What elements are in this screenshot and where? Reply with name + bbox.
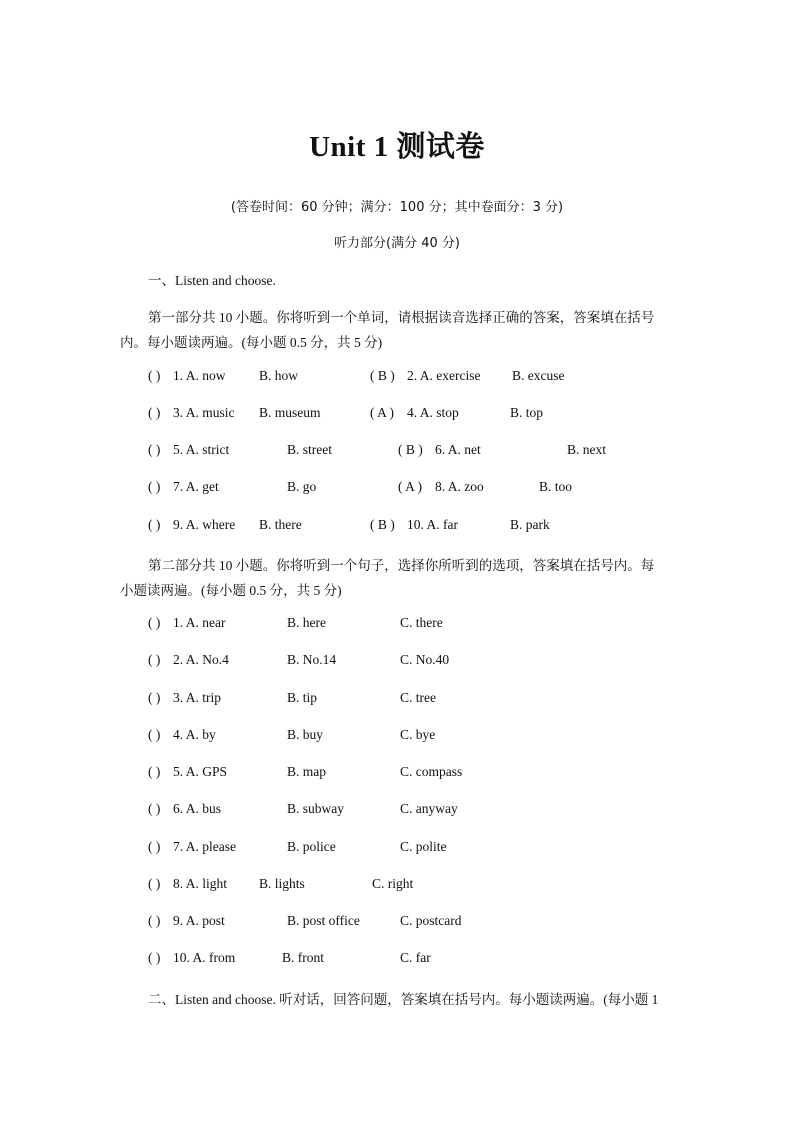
- part2-option-a: 9. A. post: [173, 913, 225, 928]
- part1-option-a: 2. A. exercise: [407, 368, 481, 383]
- part1-instruction-line1: 第一部分共 10 小题。你将听到一个单词，请根据读音选择正确的答案，答案填在括号: [148, 310, 655, 325]
- part1-option-b: B. there: [259, 517, 302, 532]
- part2-option-a: 6. A. bus: [173, 801, 222, 816]
- part1-answer-bracket: ( ): [148, 517, 161, 532]
- part2-option-a: 3. A. trip: [173, 690, 222, 705]
- part1-option-b: B. go: [287, 479, 317, 494]
- part1-option-a: 7. A. get: [173, 479, 219, 494]
- part2-option-c: C. polite: [400, 839, 447, 854]
- part2-option-b: B. subway: [287, 801, 344, 816]
- part2-answer-bracket: ( ): [148, 801, 161, 816]
- part2-answer-bracket: ( ): [148, 839, 161, 854]
- part2-answer-bracket: ( ): [148, 615, 161, 630]
- part2-option-c: C. right: [372, 876, 414, 891]
- part2-option-c: C. postcard: [400, 913, 462, 928]
- part2-answer-bracket: ( ): [148, 727, 161, 742]
- part2-option-a: 8. A. light: [173, 876, 228, 891]
- part1-option-a: 9. A. where: [173, 517, 236, 532]
- part2-option-a: 5. A. GPS: [173, 764, 228, 779]
- part2-option-c: C. No.40: [400, 652, 450, 667]
- part1-answer-bracket: ( ): [148, 405, 161, 420]
- part2-option-b: B. No.14: [287, 652, 337, 667]
- part1-instruction-line2: 内。每小题读两遍。(每小题 0.5 分，共 5 分): [120, 335, 383, 350]
- part1-option-b: B. excuse: [512, 368, 565, 383]
- part1-option-b: B. next: [567, 442, 606, 457]
- part2-option-b: B. tip: [287, 690, 318, 705]
- part2-answer-bracket: ( ): [148, 913, 161, 928]
- part1-option-a: 6. A. net: [435, 442, 481, 457]
- part1-option-b: B. top: [510, 405, 544, 420]
- part1-answer-bracket: ( ): [148, 442, 161, 457]
- part1-answer-bracket: ( ): [148, 479, 161, 494]
- part2-option-c: C. far: [400, 950, 431, 965]
- part1-answer-bracket: ( ): [148, 368, 161, 383]
- part1-answer-bracket: ( B ): [398, 442, 423, 457]
- part2-instruction-line1: 第二部分共 10 小题。你将听到一个句子，选择你所听到的选项，答案填在括号内。每: [148, 558, 655, 573]
- part1-option-b: B. park: [510, 517, 550, 532]
- part2-answer-bracket: ( ): [148, 690, 161, 705]
- part2-option-b: B. here: [287, 615, 326, 630]
- part2-answer-bracket: ( ): [148, 652, 161, 667]
- page-title: Unit 1 测试卷: [309, 131, 485, 163]
- exam-info: (答卷时间：60 分钟；满分：100 分；其中卷面分：3 分): [230, 200, 564, 215]
- part1-answer-bracket: ( B ): [370, 368, 395, 383]
- part2-option-c: C. bye: [400, 727, 436, 742]
- part2-option-b: B. buy: [287, 727, 324, 742]
- part2-answer-bracket: ( ): [148, 876, 161, 891]
- part2-option-b: B. map: [287, 764, 326, 779]
- part2-option-a: 4. A. by: [173, 727, 216, 742]
- part2-option-a: 10. A. from: [173, 950, 236, 965]
- part2-option-a: 7. A. please: [173, 839, 236, 854]
- part2-answer-bracket: ( ): [148, 764, 161, 779]
- part2-option-c: C. tree: [400, 690, 436, 705]
- part1-option-a: 10. A. far: [407, 517, 458, 532]
- part1-heading: 一、Listen and choose.: [148, 273, 276, 288]
- part2-option-c: C. there: [400, 615, 443, 630]
- part2-option-b: B. front: [282, 950, 324, 965]
- part2-answer-bracket: ( ): [148, 950, 161, 965]
- part3-heading: 二、Listen and choose. 听对话，回答问题，答案填在括号内。每小题读两遍。(每小题 1: [148, 992, 659, 1007]
- part2-option-b: B. post office: [287, 913, 360, 928]
- part2-option-c: C. anyway: [400, 801, 458, 816]
- part1-option-a: 5. A. strict: [173, 442, 230, 457]
- part1-option-b: B. museum: [259, 405, 321, 420]
- part2-option-b: B. lights: [259, 876, 305, 891]
- part2-option-a: 2. A. No.4: [173, 652, 229, 667]
- listening-section-header: 听力部分(满分 40 分): [334, 236, 460, 251]
- part1-option-a: 3. A. music: [173, 405, 235, 420]
- part2-instruction-line2: 小题读两遍。(每小题 0.5 分，共 5 分): [120, 583, 342, 598]
- part1-option-a: 4. A. stop: [407, 405, 459, 420]
- part1-option-a: 8. A. zoo: [435, 479, 484, 494]
- part1-answer-bracket: ( A ): [398, 479, 423, 494]
- part1-option-b: B. street: [287, 442, 332, 457]
- part1-option-b: B. how: [259, 368, 299, 383]
- part2-option-b: B. police: [287, 839, 336, 854]
- part2-option-a: 1. A. near: [173, 615, 226, 630]
- part1-answer-bracket: ( B ): [370, 517, 395, 532]
- part1-option-a: 1. A. now: [173, 368, 226, 383]
- part1-answer-bracket: ( A ): [370, 405, 395, 420]
- part2-option-c: C. compass: [400, 764, 463, 779]
- part1-option-b: B. too: [539, 479, 573, 494]
